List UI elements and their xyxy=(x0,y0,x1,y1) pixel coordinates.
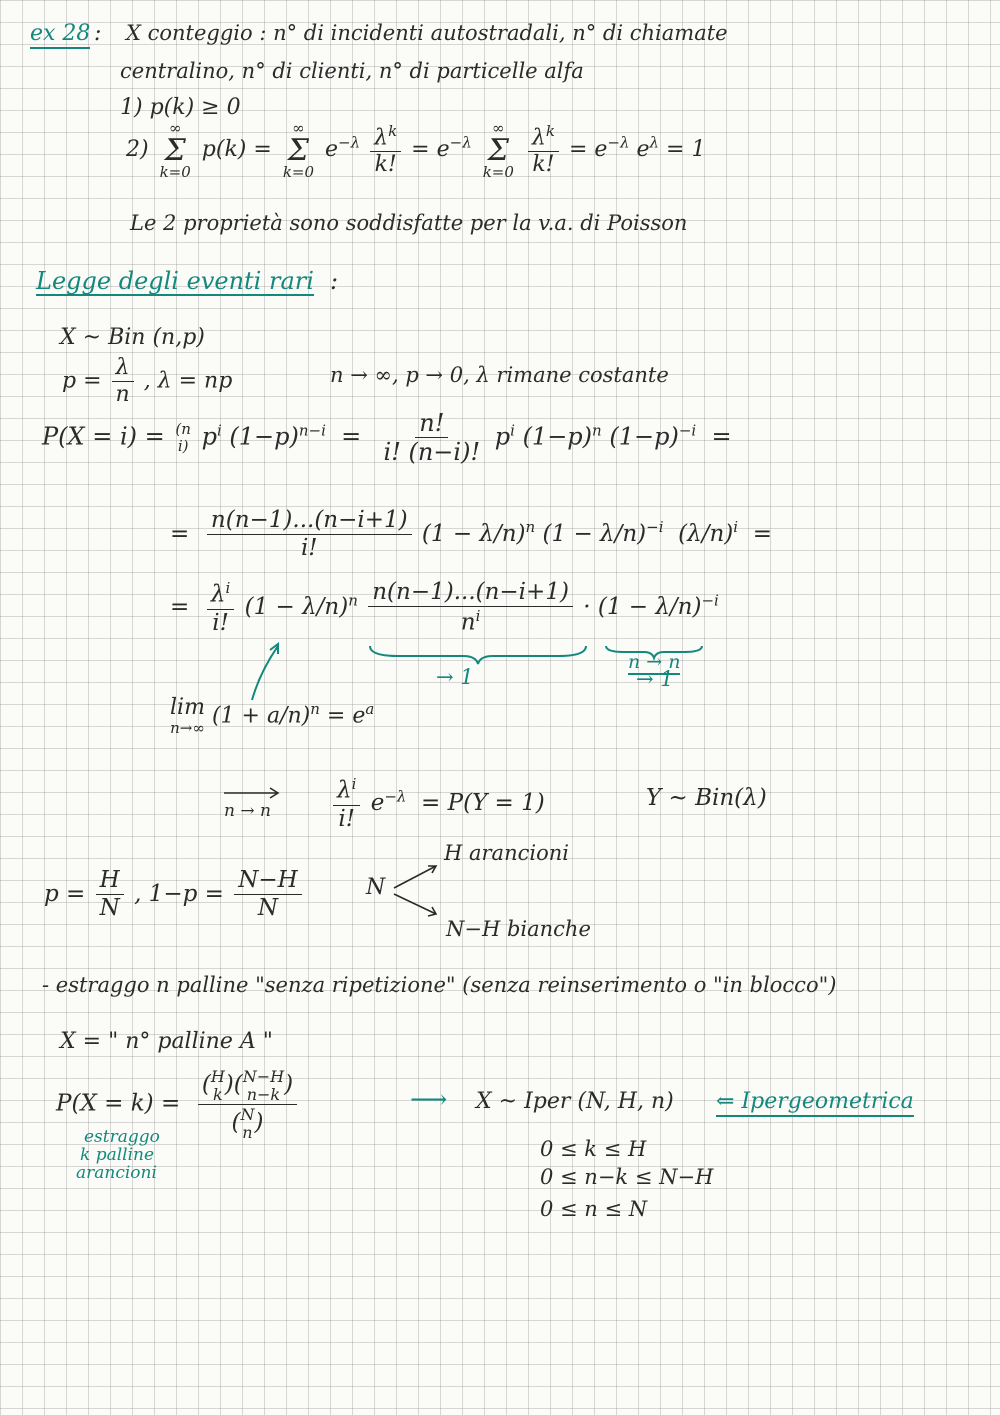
intro-line-1: X conteggio : n° di incidenti autostradali, n° di chiamate xyxy=(126,21,728,45)
sum-symbol-1: ∞ Σ k=0 xyxy=(159,119,191,181)
sum-symbol-2: ∞ Σ k=0 xyxy=(282,119,315,181)
x-definition: X = " n° palline A " xyxy=(60,1029,273,1054)
step-2: = $\frac{n(n-1)...(n-i+1)}{i!}$ $(1 - \lambda/n)^n$ $(1 - \lambda/n)^{-i}$ $(\lambda/n)^i$ = xyxy=(170,507,772,562)
tree-root: N xyxy=(366,875,386,900)
hyper-arrow: ⟶ xyxy=(410,1085,448,1115)
brace-2-label: → 1 xyxy=(636,667,674,691)
limits-condition: n → ∞, p → 0, λ rimane costante xyxy=(330,363,669,387)
p-definition: p = $\frac{\lambda}{n}$ , λ = np xyxy=(62,355,233,408)
property-1: 1) p(k) ≥ 0 xyxy=(120,95,241,120)
final-distribution: Y ~ Bin(λ) xyxy=(646,785,767,811)
annotation-line-3: arancioni xyxy=(76,1163,157,1183)
exercise-colon: : xyxy=(94,21,102,46)
step-3: = $\frac{\lambda^i}{i!}$ $(1 - \lambda/n)^n$ $\frac{n(n-1)...(n-i+1)}{n^i}$ · $(1 - \lambda/n)^{-i}$ xyxy=(170,579,719,636)
hyper-distribution: X ~ Iper (N, H, n) xyxy=(476,1089,674,1114)
final-poisson: $\frac{\lambda^i}{i!}$ $e^{-\lambda} = P(Y = 1)$ xyxy=(330,776,545,832)
hypergeometric-pmf: P(X = k) = ( H k )( N−H n−k ) ( N n ) xyxy=(56,1068,300,1141)
lim-arrow xyxy=(250,642,290,702)
pmf-binomial: P(X = i) = (n i) $p^i$ $(1-p)^{n-i}$ = $\frac{n!}{i! (n-i)!}$ $p^i$ $(1-p)^n$ $(1-p)^{-i}$ = xyxy=(42,409,732,467)
constraint-1: 0 ≤ k ≤ H xyxy=(540,1137,647,1161)
limit-arrow xyxy=(222,786,282,800)
hyper-name: ⇐ Ipergeometrica xyxy=(716,1090,914,1114)
brace-2-top-label: n → n xyxy=(628,651,681,673)
property-2: 2) ∞ Σ k=0 p(k) = ∞ Σ k=0 $e^{-\lambda}$ $\frac{\lambda^k}{k!}$ = $e^{-\lambda}$ ∞ Σ k=0 $\frac{\lambda^k}{k!}$ = $e^{-\lambda}$ $e^\lambda = 1$ xyxy=(126,119,706,181)
binomial-def: X ~ Bin (n,p) xyxy=(60,325,205,350)
rare-events-heading-colon: : xyxy=(330,267,339,295)
p-ratio: p = $\frac{H}{N}$ , 1−p = $\frac{N-H}{N}$ xyxy=(44,868,305,922)
exercise-label: ex 28 xyxy=(30,22,90,49)
tree-top-label: H arancioni xyxy=(444,841,569,865)
constraint-3: 0 ≤ n ≤ N xyxy=(540,1197,648,1221)
annotation-line-2: k palline xyxy=(80,1145,155,1165)
tree-branches xyxy=(392,860,442,920)
intro-line-2: centralino, n° di clienti, n° di particelle alfa xyxy=(120,59,584,83)
tree-bottom-label: N−H bianche xyxy=(446,917,591,941)
rare-events-heading: Legge degli eventi rari xyxy=(36,267,314,295)
limit-identity: lim n→∞ $(1 + a/n)^n = e^a$ xyxy=(170,695,375,738)
constraint-2: 0 ≤ n−k ≤ N−H xyxy=(540,1165,714,1189)
annotation-line-1: estraggo xyxy=(84,1127,160,1147)
brace-1-label: → 1 xyxy=(436,665,474,689)
sum-symbol-3: ∞ Σ k=0 xyxy=(482,119,514,181)
extraction-line: - estraggo n palline "senza ripetizione" (senza reinserimento o "in blocco") xyxy=(42,973,837,997)
brace-1 xyxy=(368,644,588,664)
limit-arrow-label: n → n xyxy=(224,801,271,821)
poisson-conclusion: Le 2 proprietà sono soddisfatte per la v.a. di Poisson xyxy=(130,211,688,235)
